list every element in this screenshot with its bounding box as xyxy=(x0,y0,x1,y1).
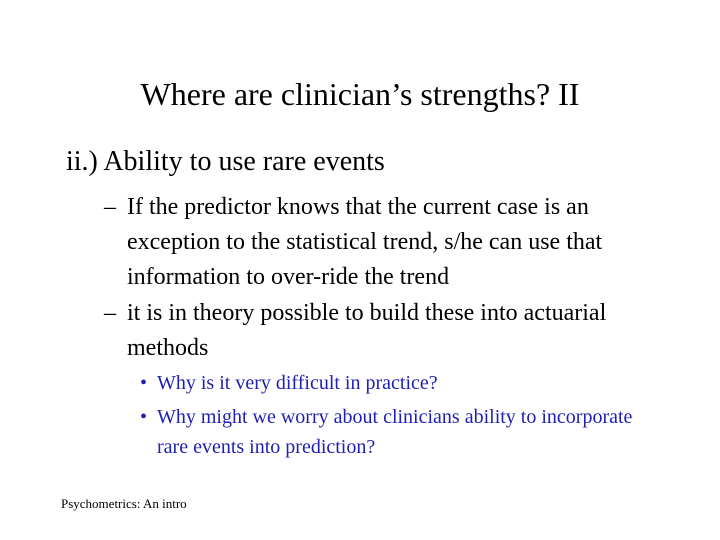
dash-point-actuarial xyxy=(104,296,684,366)
bullet-point-worry xyxy=(140,402,660,462)
bullet-marker: • xyxy=(140,372,148,394)
dash-point-text: If the predictor knows that the current case is an exception to the statistical trend, s/he can use that information to over-ride the trend xyxy=(127,194,603,290)
slide-footer: Psychometrics: An intro xyxy=(61,496,187,511)
dash-marker: – xyxy=(104,300,116,326)
section-heading: ii.) Ability to use rare events xyxy=(66,146,385,177)
dash-point-text: it is in theory possible to build these into actuarial methods xyxy=(127,300,607,361)
bullet-marker: • xyxy=(140,406,148,428)
bullet-point-difficulty xyxy=(140,368,660,398)
bullet-point-text: Why might we worry about clinicians ability to incorporate rare events into prediction? xyxy=(157,406,633,458)
slide-title: Where are clinician’s strengths? II xyxy=(140,76,580,112)
dash-marker: – xyxy=(104,194,116,220)
dash-point-exception xyxy=(104,190,684,295)
bullet-point-text: Why is it very difficult in practice? xyxy=(157,372,438,394)
